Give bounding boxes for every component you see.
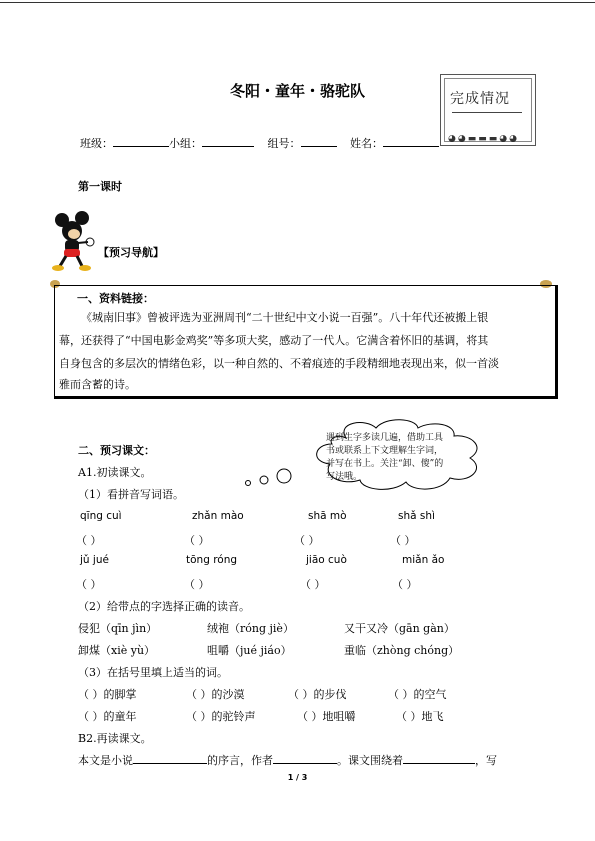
number-label: 组号： [267,137,301,150]
b2-blank-1[interactable] [133,752,207,764]
section2-heading: 二、预习课文： [78,444,155,457]
fill-2-2[interactable]: （ ）的驼铃声 [186,710,256,723]
q2-label: （2）给带点的字选择正确的读音。 [78,600,250,613]
class-field[interactable] [113,135,169,147]
q3-label: （3）在括号里填上适当的词。 [78,666,228,679]
reading-2-2: 咀嚼（jué jiáo） [207,644,292,657]
fill-1-4[interactable]: （ ）的空气 [388,688,447,701]
b2-text-a: 本文是小说 [78,754,133,767]
answer-2-3[interactable]: （ ） [300,578,326,591]
mickey-mouse-icon [52,212,96,272]
student-info-row [80,135,439,151]
pinyin-1-3: shā mò [308,510,347,522]
fill-1-1[interactable]: （ ）的脚掌 [78,688,137,701]
completion-status-box [440,74,536,146]
fill-2-4[interactable]: （ ）地飞 [396,710,444,723]
b2-text-d: ，写 [475,754,497,767]
pinyin-2-1: jǔ jué [80,554,109,566]
status-underline [452,112,522,113]
material-line-2: 幕，还获得了“中国电影金鸡奖”等多项大奖，感动了一代人。它满含着怀旧的基调，将其 [59,334,489,347]
material-line-4: 雅而含蓄的诗。 [59,378,136,391]
pinyin-1-2: zhǎn mào [192,510,244,522]
lesson-heading: 第一课时 [78,180,122,193]
reading-2-3: 重临（zhòng chóng） [344,644,460,657]
answer-1-1[interactable]: （ ） [76,534,102,547]
pinyin-1-1: qīng cuì [80,510,122,522]
fill-1-2[interactable]: （ ）的沙漠 [186,688,245,701]
status-flourish-icon: ◕◕▬▬▬◕◕ [448,134,519,144]
b2-sentence [78,752,497,768]
answer-2-1[interactable]: （ ） [76,578,102,591]
name-label: 姓名： [350,137,383,150]
section1-heading: 一、资料链接： [77,292,154,305]
material-line-3: 自身包含的多层次的情绪色彩，以一种自然的、不着痕迹的手段精细地表现出来，似一首淡 [59,357,499,370]
fill-1-3[interactable]: （ ）的步伐 [288,688,347,701]
completion-status-label: 完成情况 [450,91,510,107]
top-rule [0,2,595,3]
b2-text-b: 的序言，作者 [207,754,273,767]
b2-blank-2[interactable] [273,752,337,764]
pinyin-2-2: tōng róng [186,554,238,566]
page-number: 1 / 3 [287,773,308,782]
answer-1-4[interactable]: （ ） [390,534,416,547]
pinyin-1-4: shǎ shì [398,510,435,522]
cloud-tip-text: 遇到生字多读几遍，借助工具书或联系上下文理解生字词，并写在书上。关注“卸、傻”的写法哦。 [326,433,444,482]
group-field[interactable] [202,135,254,147]
b2-text-c: 。课文围绕着 [337,754,403,767]
preview-nav-heading: 【预习导航】 [98,246,164,259]
b2-label: B2.再读课文。 [78,732,152,745]
number-field[interactable] [301,135,337,147]
group-label: 小组： [169,137,202,150]
answer-2-2[interactable]: （ ） [184,578,210,591]
cloud-tip-wrap [236,418,536,498]
q1-label: （1）看拼音写词语。 [78,488,184,501]
answer-1-3[interactable]: （ ） [294,534,320,547]
reading-1-2: 绒袍（róng jiè） [207,622,294,635]
reading-1-3: 又干又冷（gān gàn） [344,622,455,635]
name-field[interactable] [383,135,439,147]
material-link-box [54,285,558,399]
reading-2-1: 卸煤（xiè yù） [78,644,156,657]
fill-2-3[interactable]: （ ）地咀嚼 [297,710,356,723]
pinyin-2-4: miǎn ǎo [402,554,445,566]
reading-1-1: 侵犯（qīn jìn） [78,622,158,635]
document-title: 冬阳・童年・骆驼队 [229,82,365,100]
fill-2-1[interactable]: （ ）的童年 [78,710,137,723]
pinyin-2-3: jiāo cuò [306,554,347,566]
answer-2-4[interactable]: （ ） [392,578,418,591]
class-label: 班级： [80,137,113,150]
b2-blank-3[interactable] [403,752,475,764]
answer-1-2[interactable]: （ ） [184,534,210,547]
material-line-1: 《城南旧事》曾被评选为亚洲周刊“二十世纪中文小说一百强”。八十年代还被搬上银 [81,311,489,324]
a1-label: A1.初读课文。 [78,466,152,479]
